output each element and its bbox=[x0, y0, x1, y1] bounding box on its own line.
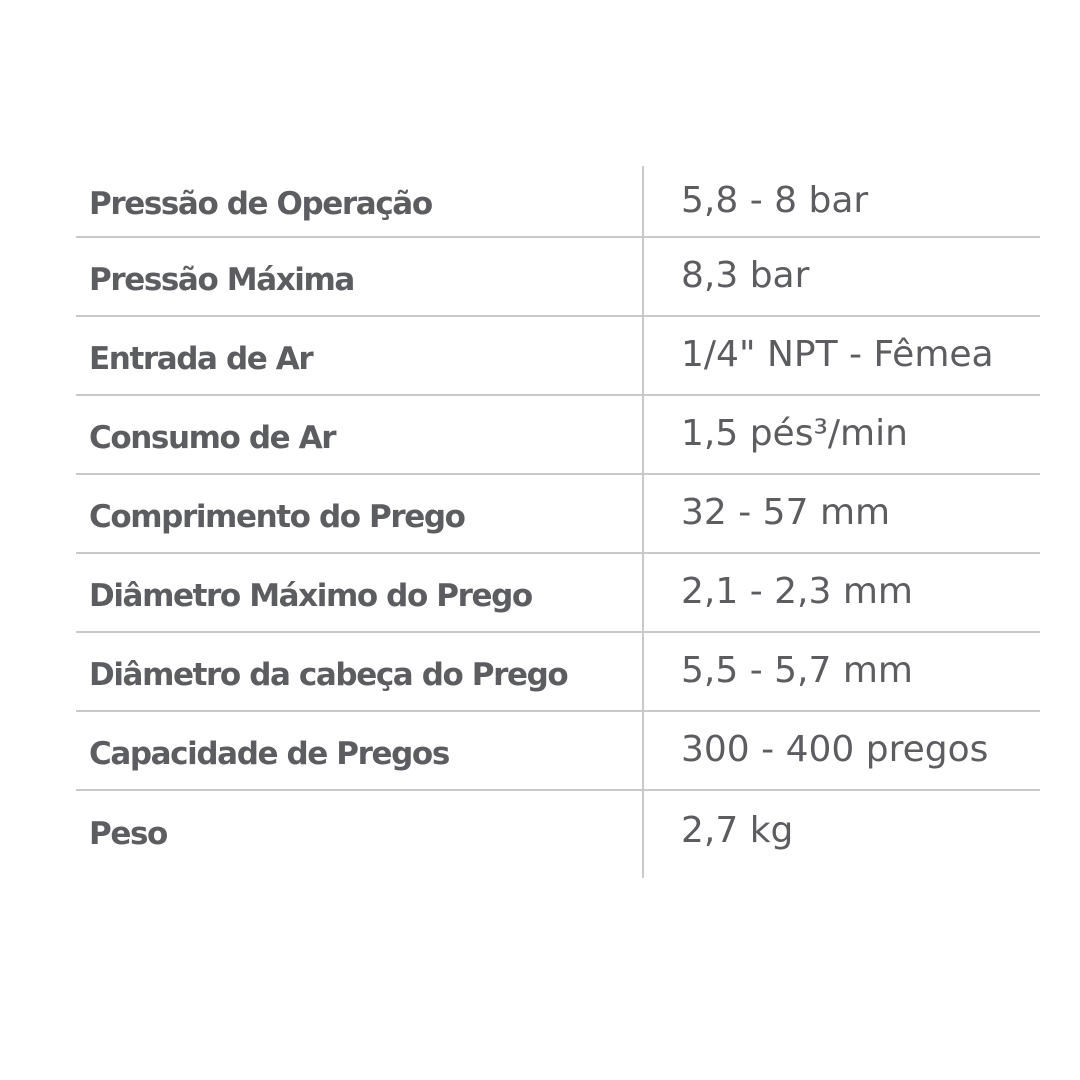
spec-value: 8,3 bar bbox=[681, 255, 810, 296]
spec-row-air-inlet bbox=[76, 317, 1040, 396]
spec-table bbox=[76, 166, 1040, 871]
spec-label: Entrada de Ar bbox=[89, 340, 313, 377]
spec-row-nail-head-diameter bbox=[76, 633, 1040, 712]
spec-label: Consumo de Ar bbox=[89, 419, 336, 456]
spec-value: 1/4" NPT - Fêmea bbox=[681, 334, 994, 375]
spec-row-air-consumption bbox=[76, 396, 1040, 475]
spec-value: 5,5 - 5,7 mm bbox=[681, 650, 913, 691]
spec-value: 32 - 57 mm bbox=[681, 492, 891, 533]
spec-label: Diâmetro da cabeça do Prego bbox=[89, 656, 568, 693]
spec-label: Pressão de Operação bbox=[89, 186, 432, 222]
spec-value: 300 - 400 pregos bbox=[681, 729, 989, 770]
spec-row-nail-length bbox=[76, 475, 1040, 554]
column-divider bbox=[642, 166, 644, 878]
spec-row-max-pressure bbox=[76, 238, 1040, 317]
spec-label: Peso bbox=[89, 816, 167, 852]
spec-row-operating-pressure bbox=[76, 166, 1040, 238]
spec-label: Capacidade de Pregos bbox=[89, 735, 449, 772]
spec-row-weight bbox=[76, 791, 1040, 871]
spec-label: Diâmetro Máximo do Prego bbox=[89, 577, 532, 614]
spec-row-nail-diameter bbox=[76, 554, 1040, 633]
spec-value: 5,8 - 8 bar bbox=[681, 179, 869, 221]
spec-value: 1,5 pés³/min bbox=[681, 413, 908, 454]
spec-row-nail-capacity bbox=[76, 712, 1040, 791]
spec-value: 2,1 - 2,3 mm bbox=[681, 571, 913, 612]
spec-label: Pressão Máxima bbox=[89, 261, 354, 298]
spec-label: Comprimento do Prego bbox=[89, 498, 465, 535]
spec-value: 2,7 kg bbox=[681, 809, 794, 851]
